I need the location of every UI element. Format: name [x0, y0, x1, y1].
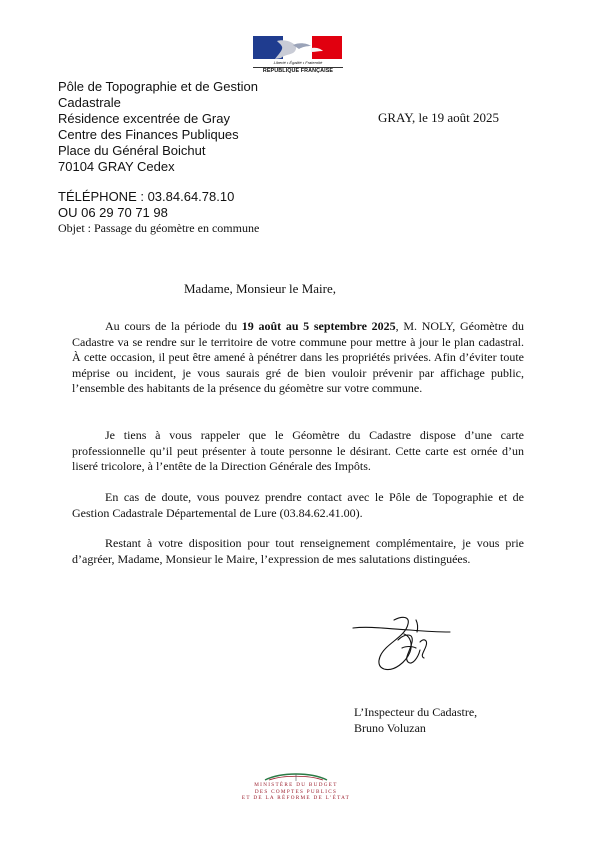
signer-title: L’Inspecteur du Cadastre,	[354, 705, 478, 719]
p2-text: Je tiens à vous rappeler que le Géomètre du Cadastre dispose d’une carte professionnelle qu’il peut présenter à toute personne le désirant. Cette carte est ornée d’un liseré tricolore, à l’entête de la Direction Générale des Impôts.	[72, 428, 524, 474]
sender-line: Résidence excentrée de Gray	[58, 111, 230, 126]
phone-number: TÉLÉPHONE : 03.84.64.78.10	[58, 189, 235, 204]
republique-francaise-logo	[253, 36, 343, 78]
sender-line: Pôle de Topographie et de Gestion	[58, 79, 258, 94]
period-dates: 19 août au 5 septembre 2025	[241, 319, 396, 333]
body-paragraph-2	[72, 428, 524, 475]
signer-block	[354, 705, 477, 736]
p1-text-end: , M. NOLY, Géomètre du Cadastre va se rendre sur le territoire de votre commune pour mettre à jour le plan cadastral. À cette occasion, il peut être amené à pénétrer dans les propriétés privées. Afin d’éviter toute méprise ou incident, je vous saurais gré de bien vouloir prévenir par affichage public, l’ensemble des habitants de la présence du géomètre sur votre commune.	[72, 319, 524, 396]
signer-name: Bruno Voluzan	[354, 720, 426, 735]
sender-line: Cadastrale	[58, 95, 121, 110]
body-paragraph-4	[72, 536, 524, 567]
sender-line: Centre des Finances Publiques	[58, 127, 239, 142]
subject-line: Objet : Passage du géomètre en commune	[58, 221, 260, 235]
motto-text: Liberté • Égalité • Fraternité	[273, 60, 323, 65]
body-paragraph-1	[72, 319, 524, 397]
republique-francaise-text: RÉPUBLIQUE FRANÇAISE	[253, 67, 343, 75]
sender-line: Place du Général Boichut	[58, 143, 206, 158]
marianne-flag-icon	[253, 36, 342, 59]
ministry-line-2: DES COMPTES PUBLICS	[254, 788, 338, 795]
ministry-line-3: ET DE LA RÉFORME DE L’ÉTAT	[241, 795, 351, 801]
salutation: Madame, Monsieur le Maire,	[184, 281, 336, 296]
p1-text-start: Au cours de la période du	[105, 319, 242, 333]
handwritten-signature	[350, 612, 460, 674]
ministry-line-1: MINISTÈRE DU BUDGET	[254, 782, 338, 788]
p3-text: En cas de doute, vous pouvez prendre contact avec le Pôle de Topographie et de Gestion Cadastrale Départemental de Lure (03.84.62.41.00).	[72, 490, 524, 520]
body-paragraph-3	[72, 490, 524, 521]
date-line: GRAY, le 19 août 2025	[378, 110, 499, 125]
sender-line: 70104 GRAY Cedex	[58, 159, 175, 174]
ministry-emblem-icon	[261, 770, 331, 782]
p4-text: Restant à votre disposition pour tout renseignement complémentaire, je vous prie d’agréer, Madame, Monsieur le Maire, l’expression de mes salutations distinguées.	[72, 536, 524, 566]
phone-number-alt: OU 06 29 70 71 98	[58, 205, 168, 220]
sender-address-block	[58, 79, 258, 221]
ministry-logo	[240, 770, 352, 810]
